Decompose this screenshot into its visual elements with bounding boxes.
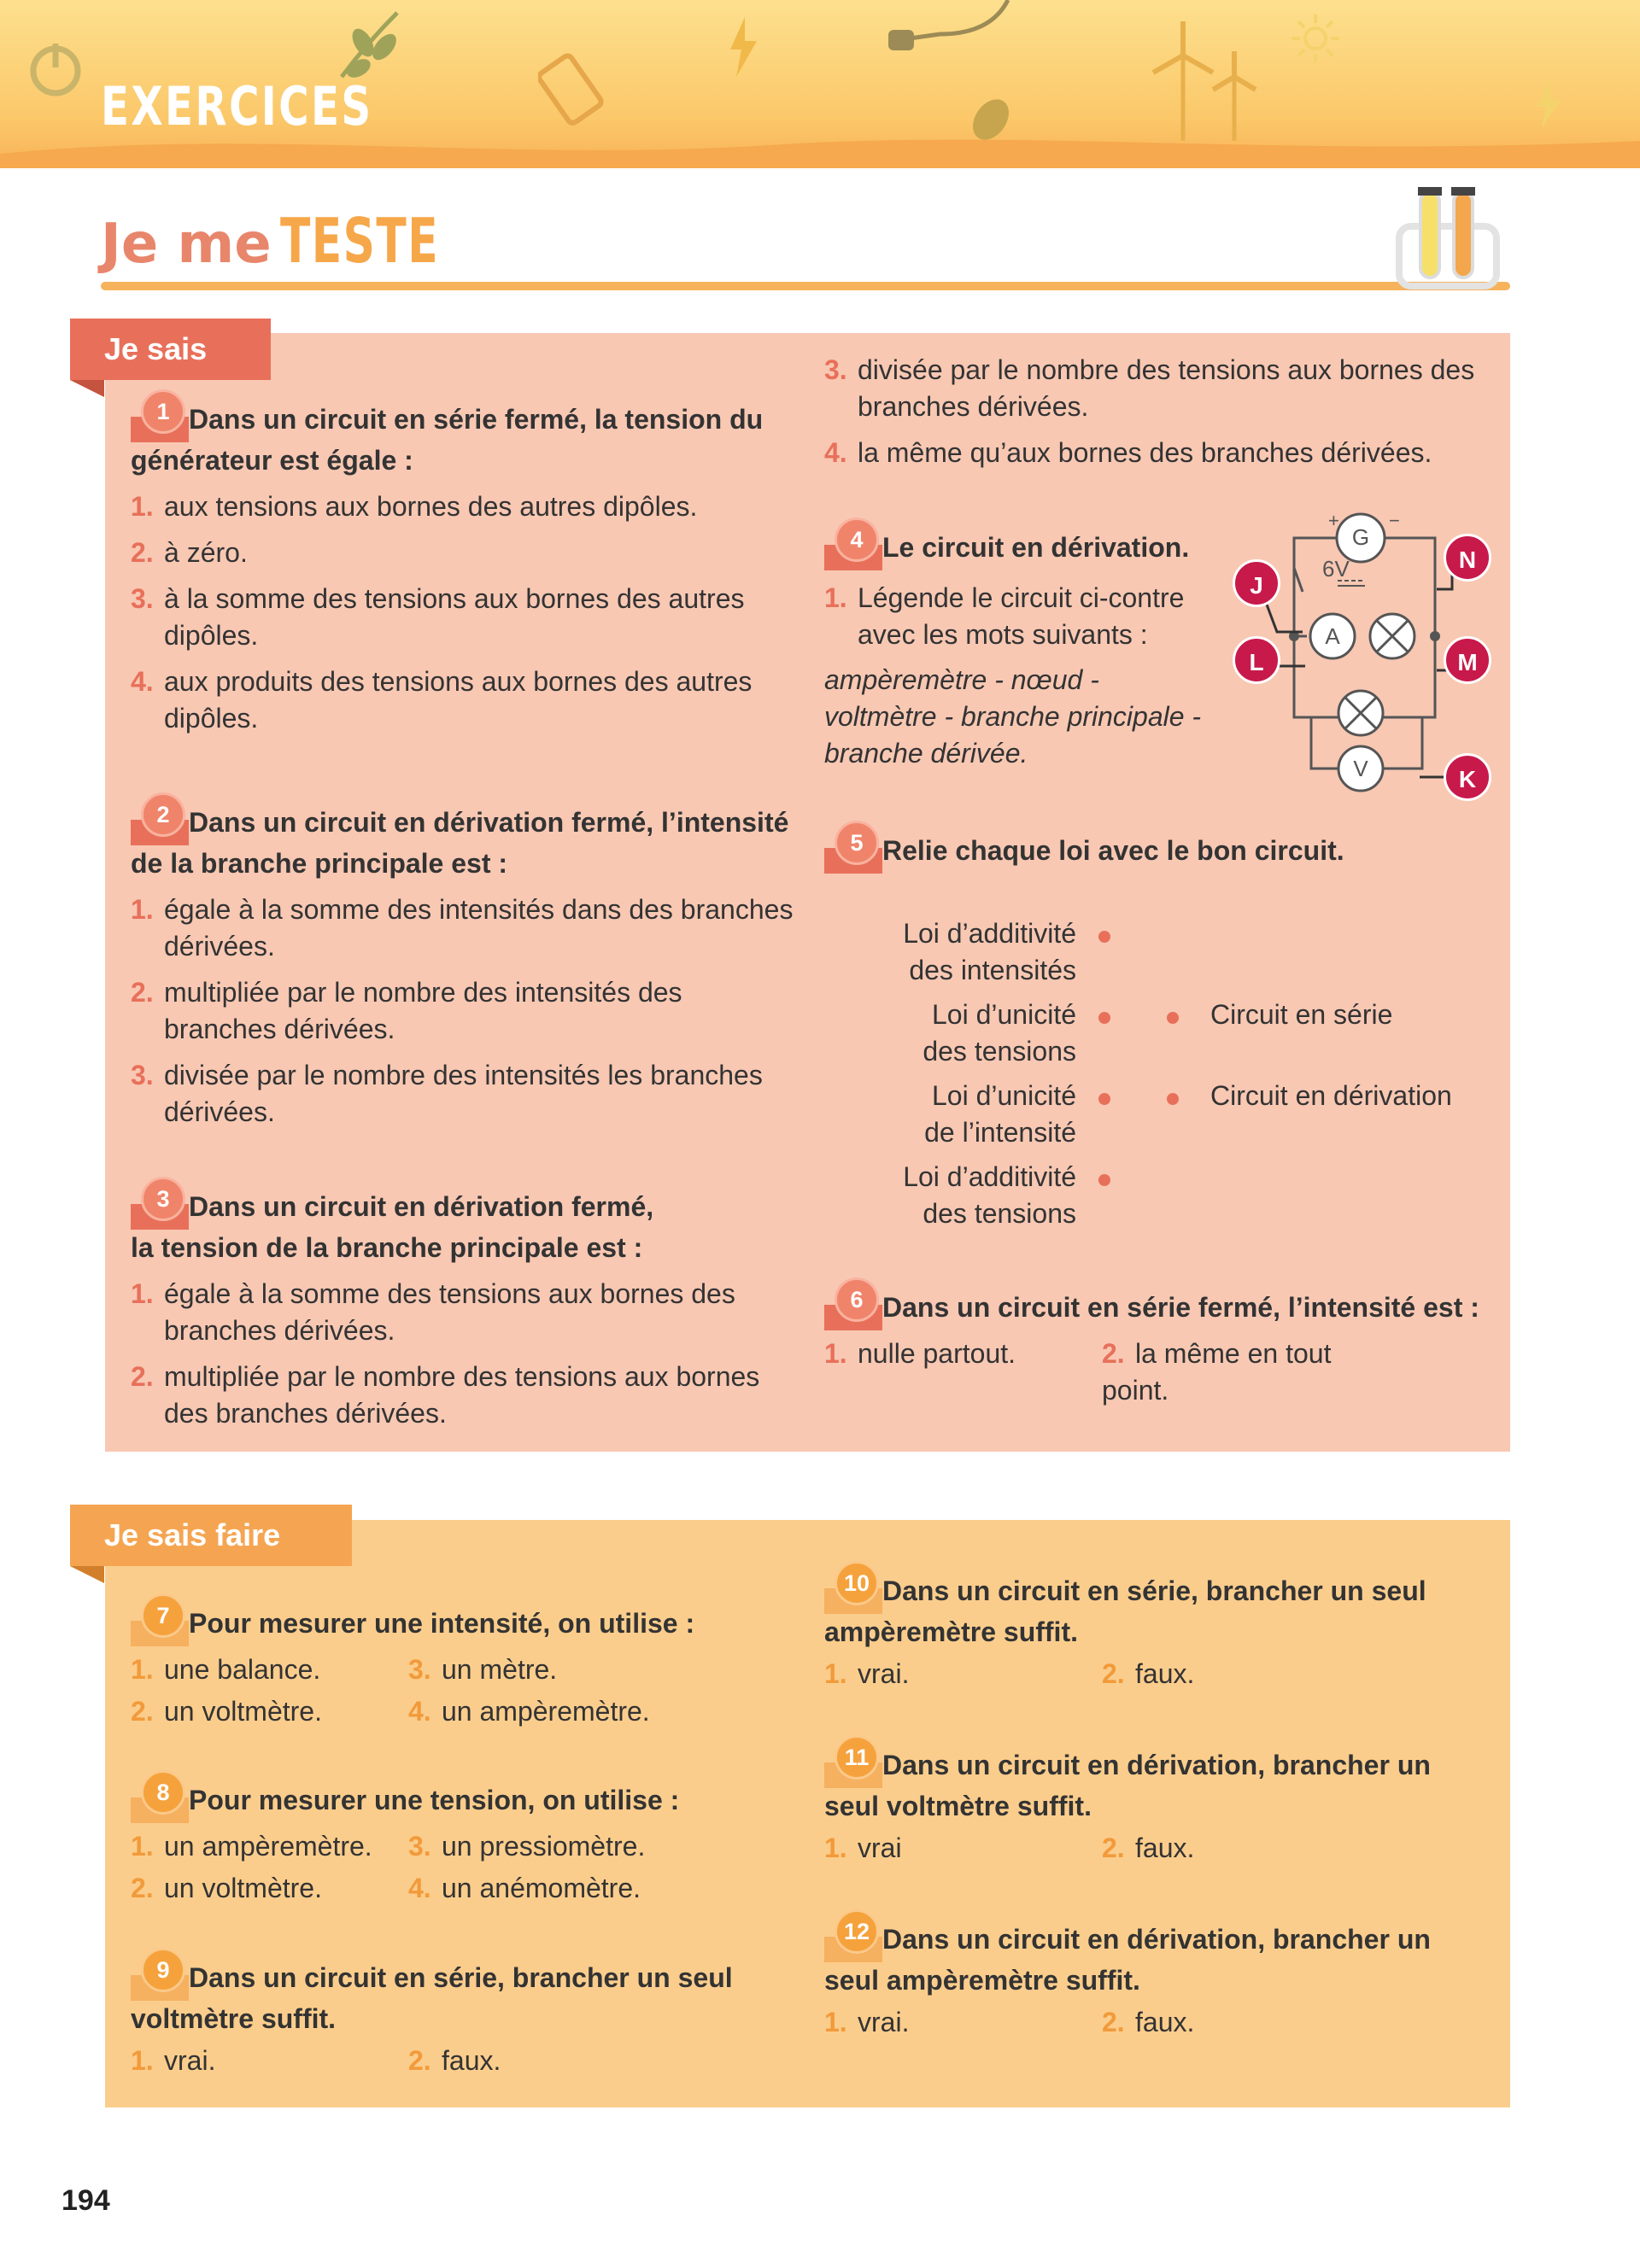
- option: 2. faux.: [1102, 2007, 1195, 2037]
- question-2-text: Dans un circuit en dérivation fermé, l’intensité de la branche principale est :: [131, 807, 789, 879]
- circuit-series-label: Circuit en série: [1210, 999, 1393, 1030]
- title-part1: Je me: [101, 213, 272, 276]
- question-2: [131, 804, 797, 1131]
- voltmeter-symbol: V: [1353, 756, 1368, 781]
- title-part2: TESTE: [279, 205, 439, 277]
- question-number-badge: 5: [824, 833, 876, 874]
- minus-sign: −: [1389, 510, 1400, 531]
- generator-symbol: G: [1351, 524, 1370, 550]
- circuit-parallel-label: Circuit en dérivation: [1210, 1080, 1452, 1111]
- option: 1. Légende le circuit ci-contre avec les mots suivants :: [824, 582, 1185, 650]
- question-4: [824, 529, 1209, 772]
- je-sais-faire-tab-label: Je sais faire: [104, 1517, 281, 1552]
- question-3-text-line1: Dans un circuit en dérivation fermé,: [189, 1191, 654, 1222]
- question-9: [131, 1957, 780, 2079]
- question-4-text: Le circuit en dérivation.: [882, 532, 1190, 563]
- question-12: [824, 1921, 1473, 2041]
- law-item: Loi d’unicité des tensions: [922, 999, 1076, 1067]
- plus-sign: +: [1328, 510, 1339, 531]
- header-banner: [0, 0, 1640, 168]
- circuit-label-n: N: [1444, 534, 1491, 582]
- option: 2. un voltmètre.: [131, 1873, 322, 1903]
- question-1-text: Dans un circuit en série fermé, la tension du générateur est égale :: [131, 404, 764, 476]
- question-3-continued: [824, 352, 1499, 471]
- question-number-badge: 1: [131, 401, 182, 442]
- question-11: [824, 1747, 1473, 1867]
- leaf-icon: [965, 94, 1016, 145]
- law-dot[interactable]: [1098, 1174, 1110, 1186]
- option: 3. divisée par le nombre des tensions aux bornes des branches dérivées.: [824, 354, 1475, 422]
- question-10-text: Dans un circuit en série, brancher un seul ampèremètre suffit.: [824, 1575, 1426, 1647]
- option: 1. nulle partout.: [824, 1338, 1016, 1369]
- je-sais-faire-tab: [70, 1505, 352, 1566]
- option: 2. multipliée par le nombre des tensions aux bornes des branches dérivées.: [131, 1361, 760, 1429]
- option: 2. faux.: [1102, 1833, 1195, 1863]
- option: 1. un ampèremètre.: [131, 1831, 372, 1862]
- circuit-dot[interactable]: [1167, 1093, 1179, 1105]
- option: 1. une balance.: [131, 1654, 321, 1685]
- circuit-label-m: M: [1444, 636, 1491, 684]
- je-sais-tab-label: Je sais: [104, 331, 208, 366]
- question-7: [131, 1605, 780, 1730]
- question-number-badge: 12: [824, 1921, 876, 1962]
- question-4-words: ampèremètre - nœud - voltmètre - branche principale - branche dérivée.: [824, 664, 1202, 769]
- option: 4. aux produits des tensions aux bornes des autres dipôles.: [131, 666, 753, 734]
- question-12-text: Dans un circuit en dérivation, brancher un seul ampèremètre suffit.: [824, 1924, 1431, 1996]
- question-number-badge: 3: [131, 1189, 182, 1230]
- option: 2. à zéro.: [131, 537, 248, 568]
- option: 3. un mètre.: [408, 1654, 558, 1685]
- title-underline: [101, 282, 1510, 290]
- law-dot[interactable]: [1098, 1093, 1110, 1105]
- power-icon: [26, 38, 85, 98]
- option: 1. vrai.: [131, 2045, 216, 2076]
- law-dot[interactable]: [1098, 1012, 1110, 1024]
- wind-turbine-icon: [1145, 17, 1273, 145]
- banner-title: EXERCICES: [101, 75, 373, 137]
- lightning-icon-2: [1533, 81, 1564, 128]
- circuit-label-j: J: [1233, 559, 1280, 607]
- circuit-label-k: K: [1444, 753, 1491, 801]
- lightning-icon: [726, 17, 760, 77]
- question-6-text: Dans un circuit en série fermé, l’intensité est :: [882, 1292, 1479, 1323]
- question-number-badge: 7: [131, 1605, 182, 1646]
- option: 3. à la somme des tensions aux bornes des autres dipôles.: [131, 583, 745, 651]
- option: 2. un voltmètre.: [131, 1696, 322, 1727]
- question-number-badge: 4: [824, 529, 876, 570]
- option: 2. faux.: [1102, 1658, 1195, 1689]
- option: 2. multipliée par le nombre des intensités des branches dérivées.: [131, 977, 682, 1044]
- question-11-text: Dans un circuit en dérivation, brancher un seul voltmètre suffit.: [824, 1750, 1431, 1821]
- option: 1. égale à la somme des intensités dans des branches dérivées.: [131, 894, 794, 962]
- question-number-badge: 2: [131, 804, 182, 845]
- ammeter-symbol: A: [1325, 623, 1340, 649]
- option: 2. faux.: [408, 2045, 501, 2076]
- question-number-badge: 11: [824, 1747, 876, 1788]
- question-number-badge: 6: [824, 1289, 876, 1330]
- page-title: [101, 205, 501, 277]
- law-item: Loi d’additivité des intensités: [903, 918, 1076, 985]
- leaf-branch-icon: [325, 9, 410, 85]
- option: 1. vrai.: [824, 1658, 910, 1689]
- circuit-label-l: L: [1233, 636, 1280, 684]
- question-number-badge: 10: [824, 1573, 876, 1614]
- circuit-dot[interactable]: [1167, 1012, 1179, 1024]
- question-3-text-line2: la tension de la branche principale est :: [131, 1232, 643, 1263]
- option: 1. aux tensions aux bornes des autres dipôles.: [131, 491, 698, 522]
- test-tubes-icon: [1392, 184, 1503, 290]
- option: 2. la même en tout point.: [1102, 1338, 1332, 1406]
- question-number-badge: 8: [131, 1782, 182, 1823]
- circuit-diagram: [1230, 508, 1512, 815]
- question-1: [131, 401, 797, 737]
- je-sais-tab: [70, 319, 271, 380]
- option: 3. un pressiomètre.: [408, 1831, 646, 1862]
- voltage-label: 6V: [1322, 556, 1350, 582]
- option: 4. un anémomètre.: [408, 1873, 641, 1903]
- option: 4. un ampèremètre.: [408, 1696, 650, 1727]
- option: 4. la même qu’aux bornes des branches dérivées.: [824, 437, 1432, 468]
- option: 3. divisée par le nombre des intensités les branches dérivées.: [131, 1060, 763, 1127]
- law-item: Loi d’additivité des tensions: [903, 1161, 1076, 1229]
- question-5-text: Relie chaque loi avec le bon circuit.: [882, 835, 1344, 866]
- option: 1. égale à la somme des tensions aux bornes des branches dérivées.: [131, 1278, 735, 1346]
- law-dot[interactable]: [1098, 931, 1110, 943]
- law-item: Loi d’unicité de l’intensité: [924, 1080, 1076, 1148]
- question-5: [824, 830, 1422, 874]
- question-3: [131, 1186, 797, 1432]
- question-number-badge: 9: [131, 1960, 182, 2001]
- option: 1. vrai.: [824, 2007, 910, 2037]
- sun-icon: [1290, 13, 1341, 64]
- question-8: [131, 1782, 780, 1907]
- question-6: [824, 1289, 1499, 1409]
- plug-icon: [871, 0, 1025, 77]
- question-7-text: Pour mesurer une intensité, on utilise :: [189, 1608, 695, 1639]
- question-10: [824, 1570, 1473, 1692]
- option: 1. vrai: [824, 1833, 902, 1863]
- question-9-text: Dans un circuit en série, brancher un seul voltmètre suffit.: [131, 1962, 733, 2034]
- question-8-text: Pour mesurer une tension, on utilise :: [189, 1785, 680, 1815]
- page-number: 194: [62, 2184, 110, 2217]
- battery-icon: [538, 43, 615, 128]
